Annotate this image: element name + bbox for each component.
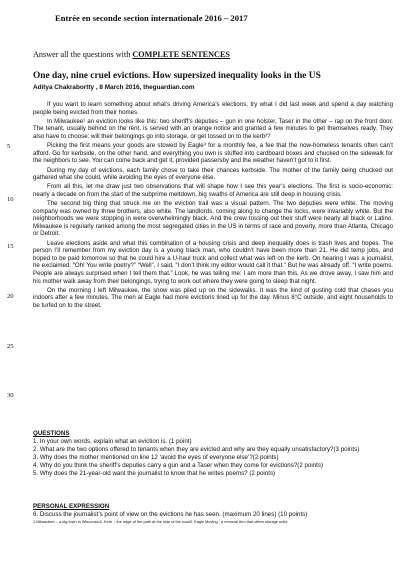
- line-number-5: 5: [7, 143, 11, 150]
- question-item: 1. In your own words, explain what an eviction is. (1 point): [33, 438, 192, 446]
- personal-expression-title: PERSONAL EXPRESSION: [33, 503, 110, 510]
- document-title: Entrée en seconde section internationale 2016 – 2017: [55, 13, 248, 23]
- instruction-text: Answer all the questions with: [33, 50, 133, 59]
- paragraph: Picking the first means your goods are stowed by Eagle³ for a monthly fee, a fee that the now-homeless tenants often can’t afford. Go for kerbside, on the other hand, and everything you own is stuffed into cardboard boxes and chucked on the sidewalk for the neighbors to see. You can come back and get it, provided passersby and the weather haven’t got to it first.: [33, 142, 393, 165]
- personal-expression-section: [33, 503, 393, 519]
- paragraph: On the morning I left Milwaukee, the snow was piled up on the sidewalks. It was the kind of gusting cold that chases you indoors after a few minutes. The men at Eagle had more evictions lined up for the day. Minus 8°C outside, and eight households to be turfed on to the street.: [33, 286, 393, 309]
- instruction-emphasis: COMPLETE SENTENCES: [132, 50, 230, 59]
- footnote: 1.Milwaukee – a big town in Wisconsin2. Kerb – the edge of the path at the side of the road3. Eagle Moving : a removal firm that offers storage units: [33, 520, 288, 524]
- questions-title: QUESTIONS: [33, 430, 70, 437]
- question-item: 4. Why do you think the sheriff’s deputies carry a gun and a Taser when they come for evictions?(2 points): [33, 462, 324, 470]
- question-item: 2. What are the two options offered to tenants when they are evicted and why are they equally unsatisfactory?(3 points): [33, 446, 360, 454]
- line-number-30: 30: [7, 392, 14, 399]
- question-item: 3. Why does the mother mentioned on line 12 ‘avoid the eyes of everyone else’?(2 points): [33, 454, 279, 462]
- question-item: 5. Why does the 21-year-old want the journalist to know that he writes poems? (2 points): [33, 470, 276, 478]
- questions-section: [33, 430, 393, 479]
- article-byline: Aditya Chakrabortty , 8 March 2016, theguardian.com: [33, 84, 195, 91]
- line-number-25: 25: [7, 343, 14, 350]
- paragraph: During my day of evictions, each family chose to take their chances kerbside. The mother of the family being chucked out gathered what she could, while avoiding the eyes of everyone else.: [33, 166, 393, 182]
- article-body: [33, 101, 393, 311]
- personal-expression-item: 6. Discuss the journalist’s point of view on the evictions he has seen. (maximum 20 lines) (10 points): [33, 511, 308, 519]
- line-number-10: 10: [7, 196, 14, 203]
- paragraph: Leave elections aside and what this combination of a housing crisis and deep inequality does is trash lives and hopes. The person I’ll remember from my eviction day is a young black man, who couldn’t have been more than 21. He did temp jobs, and hoped to be paid tomorrow so that he could hire a U-haul truck and collect what was left on the kerb. On hearing I was a journalist, he exclaimed: “Oh! You write poetry?” “Well”, I said, “I don’t think my editor would call it that.” But he was already off. “I write poems. People are always surprised when I tell them that.” Look, he was telling me: I am more than this. As we drove away, I saw him and his mother walk away from their belongings, trying to work out where they were going to sleep that night.: [33, 239, 393, 285]
- paragraph: In Milwaukee¹ an eviction looks like this: two sheriff’s deputies – gun in one holster, Taser in the other – rap on the front door. The tenant, usually behind on the rent, is served with an orange notice and granted a few minutes to get themselves ready. They also have to choose: will their belongings go into storage, or get tossed on to the kerb²?: [33, 117, 393, 140]
- paragraph: If you want to learn something about what’s driving America’s elections, try what I did last week and spend a day watching people being evicted from their homes.: [33, 101, 393, 116]
- paragraph: The second big thing that struck me on the eviction trail was a visual pattern. The two deputies were white. The moving company was owned by three brothers, also white. The landlords, coming along to change the locks, were invariably white. But the neighborhoods we were stopping in were overwhelmingly black. And the crew tossing out their stuff were nearly all black or Latino. Milwaukee is regularly ranked among the most segregated cities in the US in terms of race and poverty, more than Atlanta, Chicago or Detroit.: [33, 200, 393, 238]
- paragraph: From all this, let me draw just two observations that will shape how I see this year’s elections. The first is socio-economic: nearly a decade on from the start of the subprime meltdown, big swaths of America are still deep in housing crisis.: [33, 183, 393, 198]
- line-number-15: 15: [7, 243, 14, 250]
- line-number-20: 20: [7, 293, 14, 300]
- article-headline: One day, nine cruel evictions. How supersized inequality looks in the US: [33, 71, 321, 81]
- instruction-line: [33, 50, 230, 59]
